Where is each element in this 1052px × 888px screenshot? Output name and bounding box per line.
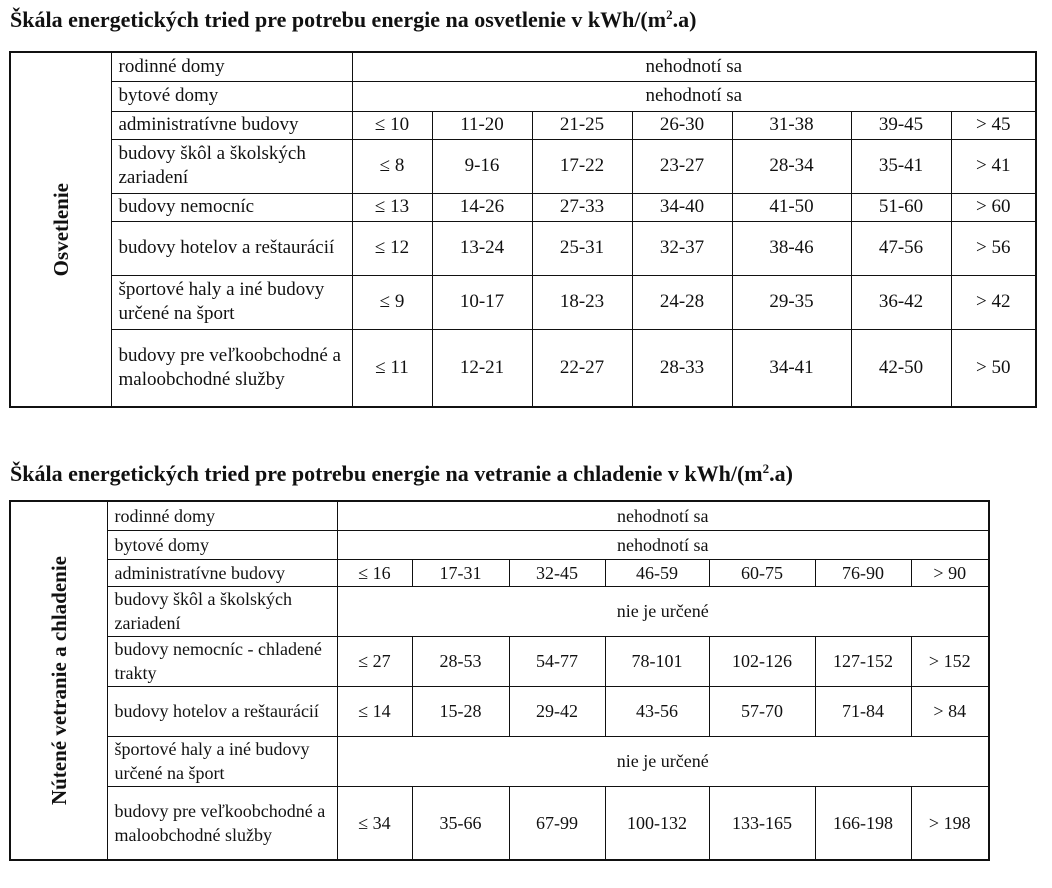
row-label: športové haly a iné budovy určené na šport (107, 736, 337, 786)
class-value-cell: > 60 (951, 193, 1036, 221)
not-rated-cell: nehodnotí sa (352, 52, 1036, 81)
class-value-cell: ≤ 34 (337, 786, 412, 860)
class-value-cell: 54-77 (509, 636, 605, 686)
class-value-cell: 32-45 (509, 559, 605, 586)
class-value-cell: > 84 (911, 686, 989, 736)
class-value-cell: > 198 (911, 786, 989, 860)
class-value-cell: ≤ 27 (337, 636, 412, 686)
class-value-cell: 41-50 (732, 193, 851, 221)
class-value-cell: 29-35 (732, 275, 851, 329)
class-value-cell: 39-45 (851, 111, 951, 139)
row-label: budovy nemocníc (111, 193, 352, 221)
class-value-cell: 60-75 (709, 559, 815, 586)
class-value-cell: 36-42 (851, 275, 951, 329)
class-value-cell: > 45 (951, 111, 1036, 139)
ventilation-energy-class-table (9, 500, 990, 861)
not-defined-cell: nie je určené (337, 736, 989, 786)
class-value-cell: 22-27 (532, 329, 632, 407)
row-label: budovy škôl a školských zariadení (107, 586, 337, 636)
row-label: bytové domy (107, 530, 337, 559)
class-value-cell: 17-31 (412, 559, 509, 586)
class-value-cell: 127-152 (815, 636, 911, 686)
class-value-cell: ≤ 13 (352, 193, 432, 221)
class-value-cell: ≤ 10 (352, 111, 432, 139)
class-value-cell: 27-33 (532, 193, 632, 221)
not-defined-cell: nie je určené (337, 586, 989, 636)
not-rated-cell: nehodnotí sa (352, 81, 1036, 111)
class-value-cell: ≤ 8 (352, 139, 432, 193)
class-value-cell: 21-25 (532, 111, 632, 139)
lighting-energy-class-table (9, 51, 1037, 408)
ventilation-side-label: Nútené vetranie a chladenie (10, 501, 107, 860)
class-value-cell: 35-41 (851, 139, 951, 193)
class-value-cell: > 152 (911, 636, 989, 686)
class-value-cell: 42-50 (851, 329, 951, 407)
class-value-cell: 34-40 (632, 193, 732, 221)
class-value-cell: 25-31 (532, 221, 632, 275)
row-label: administratívne budovy (111, 111, 352, 139)
class-value-cell: > 56 (951, 221, 1036, 275)
row-label: budovy hotelov a reštaurácií (107, 686, 337, 736)
class-value-cell: 11-20 (432, 111, 532, 139)
class-value-cell: 71-84 (815, 686, 911, 736)
class-value-cell: 51-60 (851, 193, 951, 221)
class-value-cell: 78-101 (605, 636, 709, 686)
class-value-cell: 28-53 (412, 636, 509, 686)
row-label: budovy hotelov a reštaurácií (111, 221, 352, 275)
class-value-cell: 18-23 (532, 275, 632, 329)
class-value-cell: 34-41 (732, 329, 851, 407)
class-value-cell: ≤ 16 (337, 559, 412, 586)
class-value-cell: 23-27 (632, 139, 732, 193)
class-value-cell: 10-17 (432, 275, 532, 329)
class-value-cell: ≤ 9 (352, 275, 432, 329)
class-value-cell: 32-37 (632, 221, 732, 275)
class-value-cell: 15-28 (412, 686, 509, 736)
row-label: rodinné domy (111, 52, 352, 81)
class-value-cell: 102-126 (709, 636, 815, 686)
class-value-cell: 29-42 (509, 686, 605, 736)
not-rated-cell: nehodnotí sa (337, 530, 989, 559)
class-value-cell: 166-198 (815, 786, 911, 860)
class-value-cell: 100-132 (605, 786, 709, 860)
class-value-cell: 28-34 (732, 139, 851, 193)
class-value-cell: 133-165 (709, 786, 815, 860)
row-label: rodinné domy (107, 501, 337, 530)
class-value-cell: 47-56 (851, 221, 951, 275)
class-value-cell: > 50 (951, 329, 1036, 407)
class-value-cell: 9-16 (432, 139, 532, 193)
ventilation-table-title: Škála energetických tried pre potrebu energie na vetranie a chladenie v kWh/$(m^2.a)$ (10, 461, 793, 486)
class-value-cell: 46-59 (605, 559, 709, 586)
class-value-cell: 13-24 (432, 221, 532, 275)
class-value-cell: > 90 (911, 559, 989, 586)
class-value-cell: > 42 (951, 275, 1036, 329)
not-rated-cell: nehodnotí sa (337, 501, 989, 530)
class-value-cell: 28-33 (632, 329, 732, 407)
class-value-cell: 12-21 (432, 329, 532, 407)
class-value-cell: 43-56 (605, 686, 709, 736)
class-value-cell: 24-28 (632, 275, 732, 329)
class-value-cell: 17-22 (532, 139, 632, 193)
row-label: budovy nemocníc - chladené trakty (107, 636, 337, 686)
class-value-cell: 31-38 (732, 111, 851, 139)
row-label: budovy pre veľkoobchodné a maloobchodné služby (107, 786, 337, 860)
class-value-cell: 38-46 (732, 221, 851, 275)
class-value-cell: ≤ 14 (337, 686, 412, 736)
row-label: športové haly a iné budovy určené na šport (111, 275, 352, 329)
class-value-cell: 57-70 (709, 686, 815, 736)
class-value-cell: ≤ 11 (352, 329, 432, 407)
class-value-cell: 26-30 (632, 111, 732, 139)
class-value-cell: 14-26 (432, 193, 532, 221)
lighting-side-label: Osvetlenie (10, 52, 111, 407)
class-value-cell: 67-99 (509, 786, 605, 860)
class-value-cell: 76-90 (815, 559, 911, 586)
row-label: administratívne budovy (107, 559, 337, 586)
lighting-table-title: Škála energetických tried pre potrebu energie na osvetlenie v kWh/$(m^2.a)$ (10, 7, 697, 32)
class-value-cell: 35-66 (412, 786, 509, 860)
row-label: bytové domy (111, 81, 352, 111)
row-label: budovy škôl a školských zariadení (111, 139, 352, 193)
class-value-cell: ≤ 12 (352, 221, 432, 275)
row-label: budovy pre veľkoobchodné a maloobchodné služby (111, 329, 352, 407)
class-value-cell: > 41 (951, 139, 1036, 193)
